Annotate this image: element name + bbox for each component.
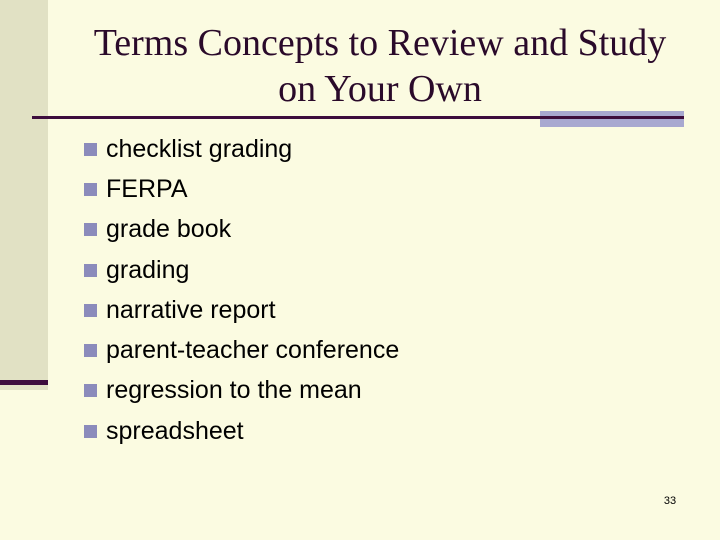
list-item [84,169,399,209]
list-item [84,330,399,370]
slide-title: Terms Concepts to Review and Study on Your Own [93,22,667,110]
list-item [84,411,399,451]
list-item [84,290,399,330]
left-accent-bar [0,380,48,385]
bullet-text: grade book [106,215,232,244]
list-item [84,371,399,411]
square-bullet-icon [84,264,97,277]
title-underline-accent-line [540,116,684,119]
bullet-text: narrative report [106,295,276,324]
square-bullet-icon [84,304,97,317]
bullet-text: regression to the mean [106,376,362,405]
square-bullet-icon [84,183,97,196]
bullet-text: spreadsheet [106,416,244,445]
bullet-text: FERPA [106,174,188,203]
page-number: 33 [663,495,677,507]
list-item [84,210,399,250]
square-bullet-icon [84,143,97,156]
left-decorative-band [0,0,48,390]
bullet-text: checklist grading [106,134,293,163]
bullet-text: parent-teacher conference [106,336,400,365]
title-underline-accent [540,111,684,127]
square-bullet-icon [84,384,97,397]
square-bullet-icon [84,344,97,357]
square-bullet-icon [84,425,97,438]
bullet-text: grading [106,255,190,284]
bullet-list [84,129,399,451]
square-bullet-icon [84,223,97,236]
list-item [84,250,399,290]
list-item [84,129,399,169]
